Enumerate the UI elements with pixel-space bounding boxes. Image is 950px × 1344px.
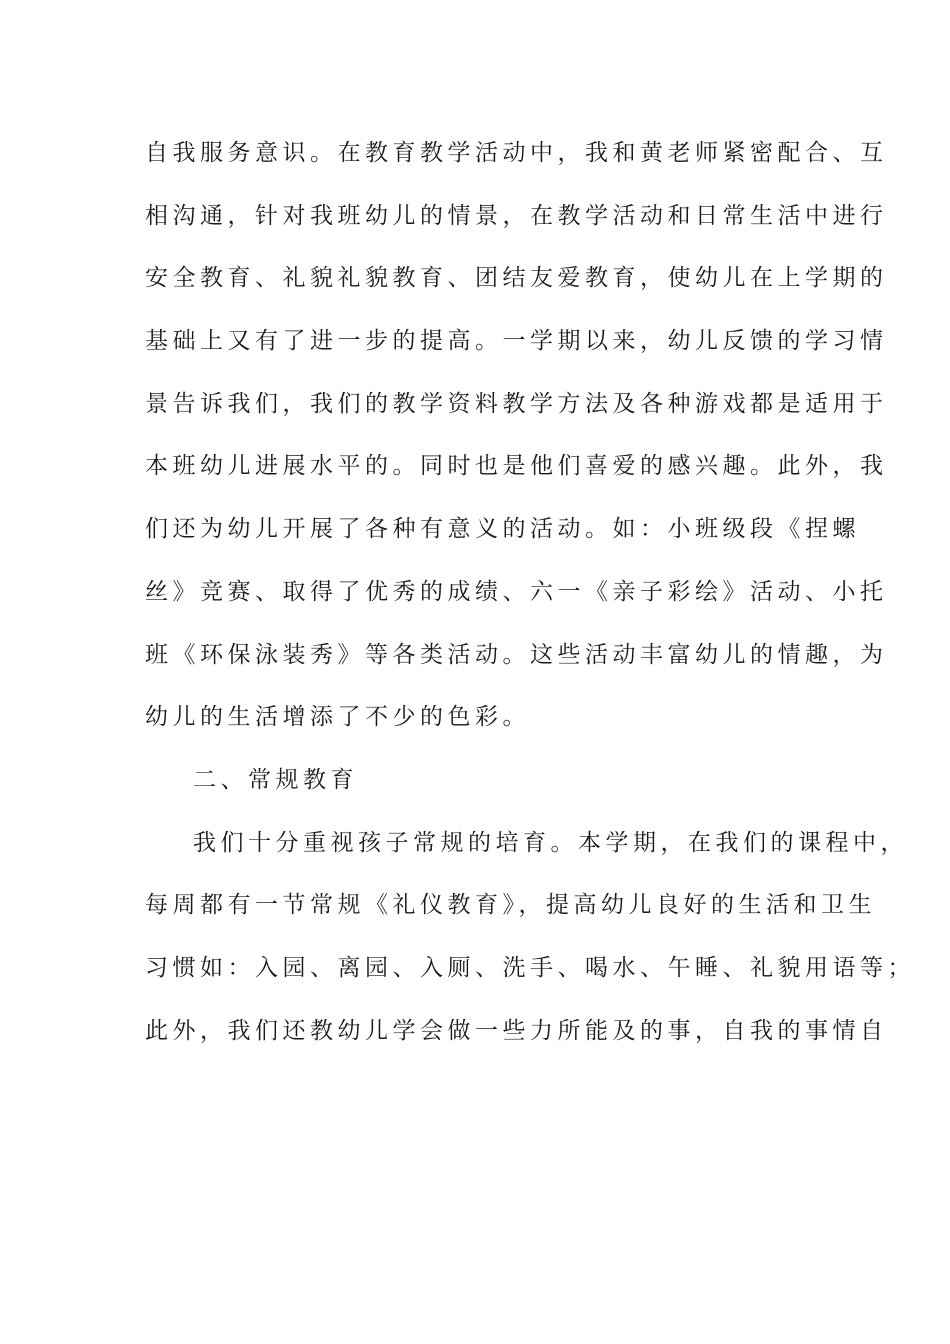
text-line-3: 安全教育、礼貌礼貌教育、团结友爱教育，使幼儿在上学期的 [145, 265, 888, 292]
text-line-13: 每周都有一节常规《礼仪教育》，提高幼儿良好的生活和卫生 [145, 892, 876, 919]
text-line-8: 丝》竞赛、取得了优秀的成绩、六一《亲子彩绘》活动、小托 [145, 578, 888, 605]
text-line-9: 班《环保泳装秀》等各类活动。这些活动丰富幼儿的情趣，为 [145, 641, 888, 668]
text-line-15: 此外，我们还教幼儿学会做一些力所能及的事，自我的事情自 [145, 1017, 888, 1044]
text-line-2: 相沟通，针对我班幼儿的情景，在教学活动和日常生活中进行 [145, 202, 888, 229]
document-body [145, 128, 915, 1068]
section-heading: 二、常规教育 [193, 766, 358, 793]
text-line-12: 我们十分重视孩子常规的培育。本学期，在我们的课程中， [193, 829, 908, 856]
text-line-10: 幼儿的生活增添了不少的色彩。 [145, 704, 530, 731]
text-line-7: 们还为幼儿开展了各种有意义的活动。如：小班级段《捏螺 [145, 516, 860, 543]
text-line-1: 自我服务意识。在教育教学活动中，我和黄老师紧密配合、互 [145, 140, 888, 166]
text-line-6: 本班幼儿进展水平的。同时也是他们喜爱的感兴趣。此外，我 [145, 453, 888, 480]
text-line-5: 景告诉我们，我们的教学资料教学方法及各种游戏都是适用于 [145, 390, 888, 417]
text-line-4: 基础上又有了进一步的提高。一学期以来，幼儿反馈的学习情 [145, 328, 888, 355]
text-line-14: 习惯如：入园、离园、入厕、洗手、喝水、午睡、礼貌用语等； [145, 954, 915, 981]
